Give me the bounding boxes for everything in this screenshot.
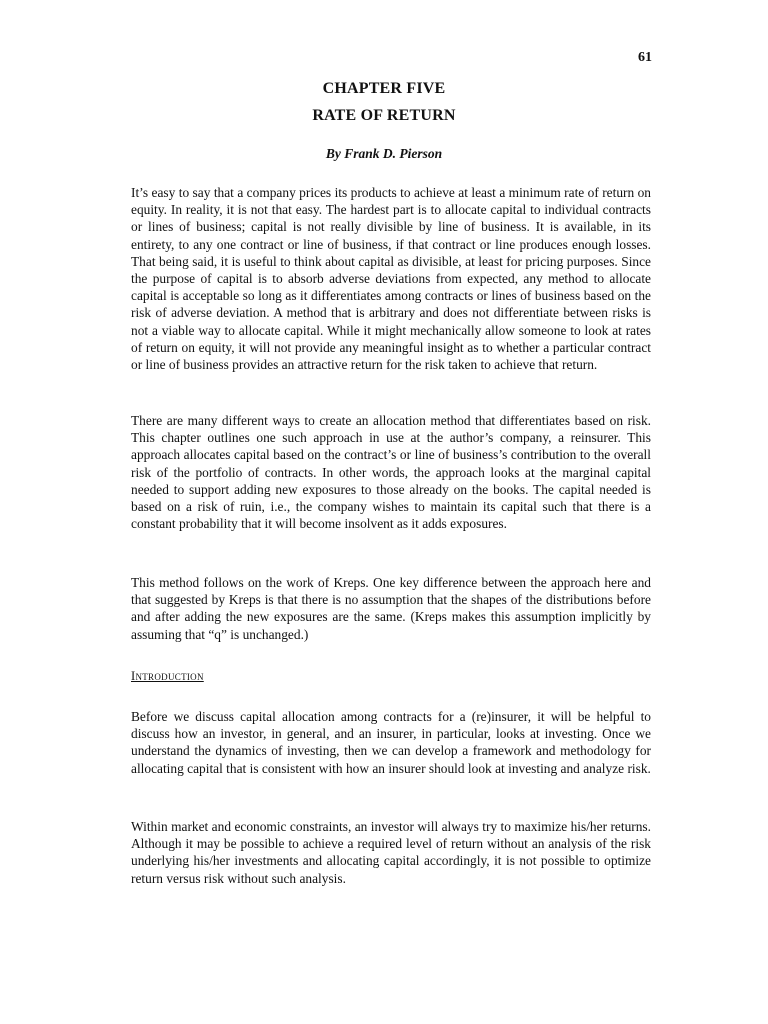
author-byline: By Frank D. Pierson — [325, 146, 443, 161]
paragraph-2: There are many different ways to create an allocation method that differentiates based on risk. This chapter outlines one such approach in use at the author’s company, a reinsurer. This approach allocates capital based on the contract’s or line of business’s contribution to the overall risk of the portfolio of contracts. In other words, the approach looks at the marginal capital needed to support adding new exposures to those already on the books. The capital needed is based on a risk of ruin, i.e., the company wishes to maintain its capital such that there is a constant probability that it will become insolvent as it adds exposures. — [131, 413, 651, 532]
paragraph-1: It’s easy to say that a company prices its products to achieve at least a minimum rate of return on equity. In reality, it is not that easy. The hardest part is to allocate capital to individual contracts or lines of business; capital is not really divisible by line of business. It is available, in its entirety, to any one contract or line of business, if that contract or line produces enough losses. That being said, it is useful to think about capital as divisible, at least for pricing purposes. Since the purpose of capital is to absorb adverse deviations from expected, any method to allocate capital is acceptable so long as it differentiates among contracts or lines of business based on the risk of adverse deviation. A method that is arbitrary and does not differentiate between risks is not a viable way to allocate capital. While it might mechanically allow someone to look at rates of return on equity, it will not provide any meaningful insight as to whether a particular contract or line of business provides an attractive return for the risk taken to achieve that return. — [131, 185, 651, 373]
page-number: 61 — [638, 50, 652, 65]
paragraph-5: Within market and economic constraints, an investor will always try to maximize his/her returns. Although it may be possible to achieve a required level of return without an analysis of the risk underlying his/her investments and allocating capital accordingly, it is not possible to optimize return versus risk without such analysis. — [131, 819, 651, 886]
section-heading-introduction: Introduction — [131, 669, 204, 683]
paragraph-4: Before we discuss capital allocation among contracts for a (re)insurer, it will be helpful to discuss how an investor, in general, and an insurer, in particular, looks at investing. Once we understand the dynamics of investing, then we can develop a framework and methodology for allocating capital that is consistent with how an insurer should look at investing and analyze risk. — [131, 709, 651, 776]
paragraph-3: This method follows on the work of Kreps. One key difference between the approach here and that suggested by Kreps is that there is no assumption that the shapes of the distributions before and after adding the new exposures are the same. (Kreps makes this assumption implicitly by assuming that “q” is unchanged.) — [131, 575, 651, 642]
chapter-title: RATE OF RETURN — [312, 107, 456, 124]
chapter-label: CHAPTER FIVE — [322, 80, 446, 97]
